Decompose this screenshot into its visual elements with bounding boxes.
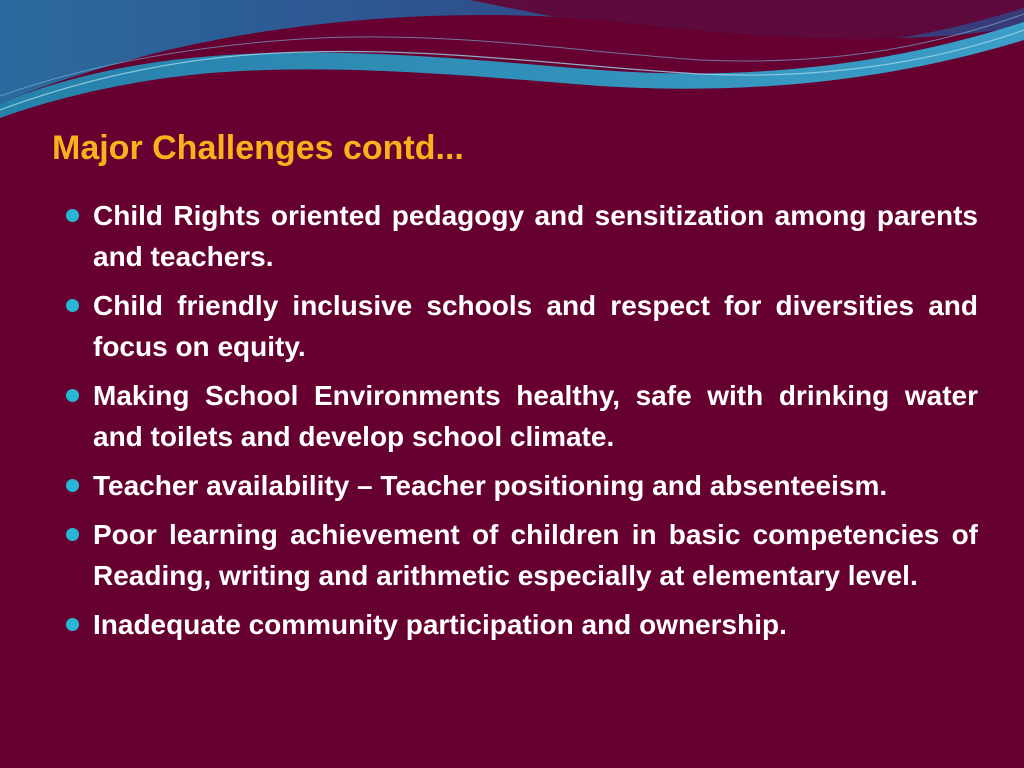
bullet-item: [62, 514, 978, 596]
wave-maroon-swoosh: [470, 0, 1024, 47]
bullet-dot-icon: [66, 389, 79, 402]
bullet-item: [62, 195, 978, 277]
bullet-text: Inadequate community participation and ownership.: [93, 609, 787, 640]
wave-header-decoration: [0, 0, 1024, 120]
bullet-list: [62, 195, 978, 653]
bullet-item: [62, 604, 978, 645]
bullet-dot-icon: [66, 618, 79, 631]
bullet-item: [62, 465, 978, 506]
slide-title: Major Challenges contd...: [52, 129, 464, 167]
bullet-item: [62, 285, 978, 367]
bullet-item: [62, 375, 978, 457]
bullet-dot-icon: [66, 299, 79, 312]
bullet-text: Teacher availability – Teacher positioning and absenteeism.: [93, 470, 888, 501]
bullet-dot-icon: [66, 209, 79, 222]
bullet-text: Child Rights oriented pedagogy and sensitization among parents and teachers.: [93, 200, 978, 272]
bullet-dot-icon: [66, 479, 79, 492]
bullet-text: Poor learning achievement of children in basic competencies of Reading, writing and arithmetic especially at elementary level.: [93, 519, 978, 591]
bullet-text: Child friendly inclusive schools and respect for diversities and focus on equity.: [93, 290, 978, 362]
bullet-dot-icon: [66, 528, 79, 541]
bullet-text: Making School Environments healthy, safe with drinking water and toilets and develop school climate.: [93, 380, 978, 452]
